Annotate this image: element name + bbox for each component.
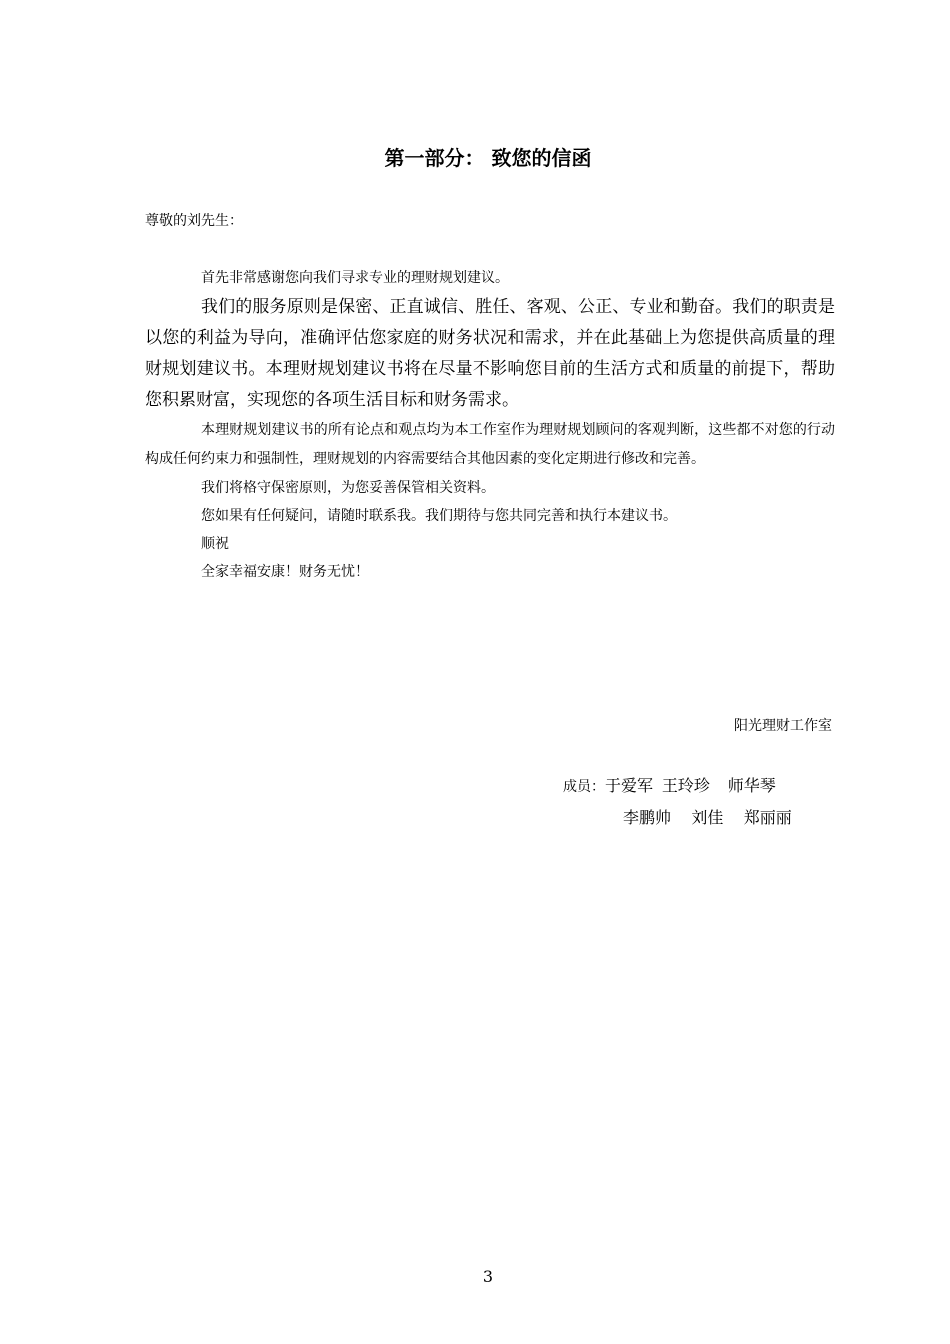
page-number: 3 xyxy=(482,1267,494,1286)
letter-body xyxy=(145,264,835,586)
members-block xyxy=(563,772,833,827)
member-name: 郑丽丽 xyxy=(743,808,792,827)
paragraph-principles: 我们的服务原则是保密、正直诚信、胜任、客观、公正、专业和勤奋。我们的职责是以您的利益为导向，准确评估您家庭的财务状况和需求，并在此基础上为您提供高质量的理财规划建议书。本理财规划建议书将在尽量不影响您目前的生活方式和质量的前提下，帮助您积累财富，实现您的各项生活目标和财务需求。 xyxy=(145,297,835,410)
salutation: 尊敬的刘先生： xyxy=(145,213,243,229)
paragraph-disclaimer: 本理财规划建议书的所有论点和观点均为本工作室作为理财规划顾问的客观判断，这些都不对您的行动构成任何约束力和强制性，理财规划的内容需要结合其他因素的变化定期进行修改和完善。 xyxy=(145,422,835,467)
member-name: 师华琴 xyxy=(727,776,776,795)
paragraph-confidentiality: 我们将格守保密原则，为您妥善保管相关资料。 xyxy=(201,480,495,496)
closing-wish: 全家幸福安康！财务无忧！ xyxy=(201,564,369,580)
paragraph-contact: 您如果有任何疑问，请随时联系我。我们期待与您共同完善和执行本建议书。 xyxy=(201,508,677,524)
office-name: 阳光理财工作室 xyxy=(734,718,832,734)
member-name: 王玲珍 xyxy=(661,776,710,795)
paragraph-thanks: 首先非常感谢您向我们寻求专业的理财规划建议。 xyxy=(201,270,509,286)
member-name: 于爱军 xyxy=(605,776,654,795)
member-name: 刘佳 xyxy=(691,808,724,827)
page-title: 第一部分： 致您的信函 xyxy=(384,146,592,170)
members-label: 成员： xyxy=(563,779,605,795)
member-name: 李鹏帅 xyxy=(623,808,672,827)
closing-greeting: 顺祝 xyxy=(201,536,229,552)
